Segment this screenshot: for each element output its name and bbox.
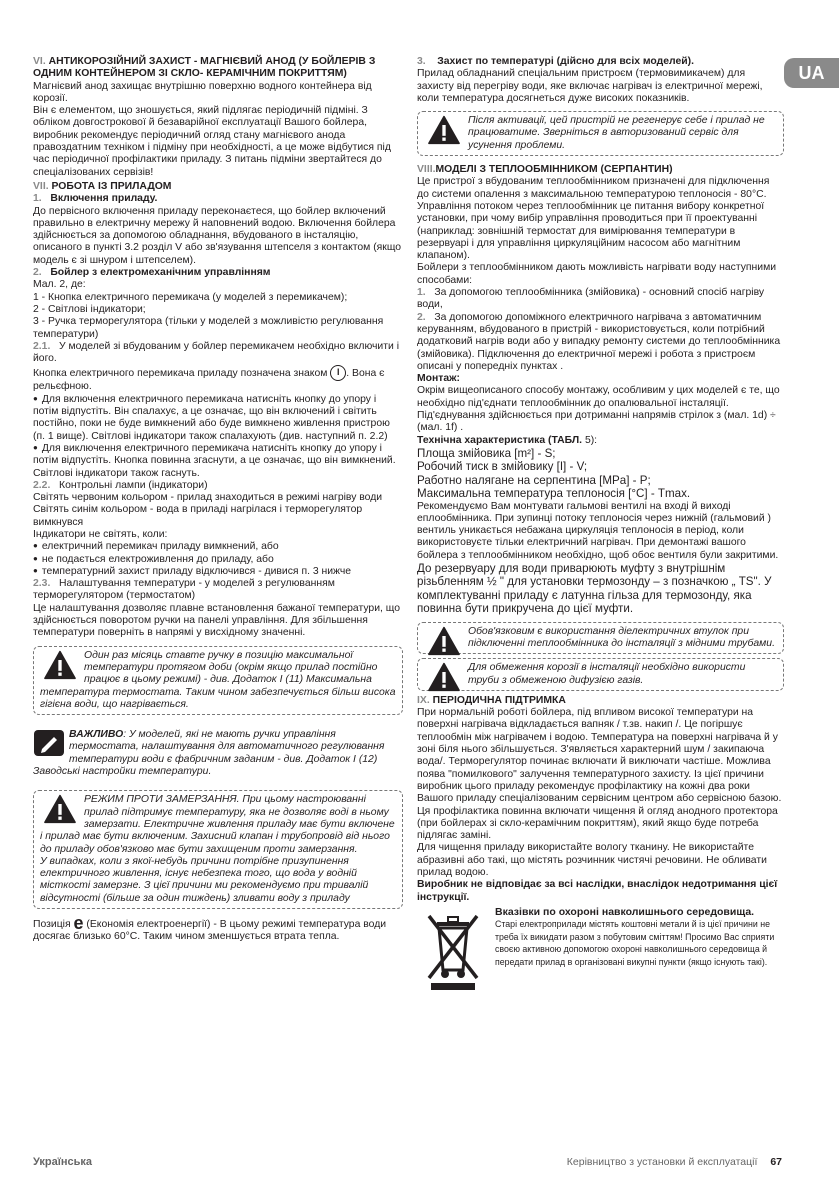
footer-manual-title: Керівництво з установки й експлуатації bbox=[566, 1156, 758, 1168]
legend-item-1: 1 - Кнопка електричного перемикача (у моделей з перемикачем); bbox=[33, 291, 348, 303]
tech-title-table: 5): bbox=[584, 434, 598, 446]
section-7-2-1-number: 2.1. bbox=[33, 340, 51, 352]
switch-symbol-text: Кнопка електричного перемикача приладу позначена знаком bbox=[33, 368, 328, 380]
section-7-2-1 bbox=[33, 341, 403, 366]
warning-thermal-text: Після активації, цей пристрій не регенерує себе і прилад не працюватиме. Зверніться в авторизований сервіс для усунення проблеми. bbox=[468, 115, 765, 151]
section-7-2-2-heading bbox=[33, 480, 403, 492]
tech-paragraph: Рекомендуємо Вам монтувати гальмові вентилі на вході й виході еплообмінника. При зупинці потоку теплоносія через нижній (гальмовий ) вентиль уникається небажана циркуляція теплоносія в період, коли використовуєте тільки електричний нагрівач. При демонтажі вашого бойлера з теплообмінником необхідно, щоб обоє вентиля були закритими. bbox=[417, 500, 779, 561]
environment-block bbox=[417, 906, 784, 968]
section-7-3-title: Захист по температурі (дійсно для всіх моделей). bbox=[437, 56, 694, 67]
tech-spec-2: Робочий тиск в змійовику [I] - V; bbox=[417, 460, 588, 474]
note-important-text bbox=[33, 729, 403, 778]
note-important bbox=[33, 727, 403, 780]
eco-position-body: (Економія електроенергії) - В цьому режимі температура води досягає близько 60°C. Таким чином зменшується втрата тепла. bbox=[33, 919, 387, 943]
eco-symbol-icon: e bbox=[73, 913, 84, 933]
bullet-indicator-1: ● електричний перемикач приладу вимкнений, або bbox=[33, 541, 403, 553]
section-8-paragraph-2: Управління потоком через теплообмінник це питання вибору конкретної установки, при чому вибір управління проводиться при її проектуванні (наприклад: зовнішній термостат для вимірювання температури в резервуарі і для управління циркуляційним насосом або магнітним клапаном). bbox=[417, 200, 765, 262]
section-7-2-3-title: Налаштування температури - у моделей з регулюванням терморегулятором (термостатом) bbox=[33, 578, 335, 602]
mounting-heading: Монтаж: bbox=[417, 373, 460, 385]
bullet-switch-on: ● Для включення електричного перемикача натисніть кнопку до упору і потім відпустіть. Він спалахує, а це означає, що він включений і світить постійно, поки не буде вимкнений або буде вимкнено живлення пристрою (п. 1 вище). Світлові індикатори також спалахують (див. наступний п. 2.2) bbox=[33, 394, 403, 443]
section-6-heading bbox=[33, 56, 403, 81]
bullet-switch-off: ● Для виключення електричного перемикача натисніть кнопку до упору і потім відпустіть. Кнопка повинна згаснути, а це означає, що він вимкнений. Світлові індикатори також гаснуть. bbox=[33, 443, 403, 480]
section-7-number: VII. bbox=[33, 180, 49, 192]
section-9-number: IX. bbox=[417, 694, 430, 706]
warning-corrosion-text: Для обмеження корозії в інсталяції необхідно використи труби з обмеженою дифузією газів. bbox=[468, 662, 746, 686]
section-8-title: МОДЕЛІ З ТЕПЛООБМІННИКОМ (СЕРПАНТИН) bbox=[435, 164, 673, 176]
eco-position-label: Позиція bbox=[33, 919, 71, 930]
warning-box-antifreeze bbox=[33, 790, 403, 909]
section-9-paragraph-1: При нормальній роботі бойлера, під впливом високої температури на поверхні нагрівача відкладається вапняк / т.зв. накип /. Це погіршує теплообмін між нагрівачем і водою. Температура на поверхні нагрівача й у зоні біля нього збільшується. З'являється характерний шум / закипаюча вода/. Терморегулятор починає включати й виключати частіше. Можлива поява "помилкового" залучення температурного захисту. Із цієї причини виробник цього приладу рекомендує профілактику на кожні два роки Вашого приладу спеціалізованим сервісним центром або сервісною базою. Ця профілактика повинна включати чищення й огляд анодного протектора (при бойлерах зі скло-керамічним покриттям), який якщо буде потреба підлягає заміні. bbox=[417, 707, 782, 842]
section-7-3-number: 3. bbox=[417, 56, 426, 67]
section-7-3-heading bbox=[417, 56, 784, 68]
figure-ref: Мал. 2, де: bbox=[33, 279, 86, 291]
legend-item-3: 3 - Ручка терморегулятора (тільки у моделей з можливістю регулювання температури) bbox=[33, 316, 384, 340]
bullet-indicator-3: ● температурний захист приладу відключився - дивися п. 3 нижче bbox=[33, 566, 403, 578]
tech-spec-4: Максимальна температура теплоносія [°C] - Tmax. bbox=[417, 487, 691, 501]
eco-position-text bbox=[33, 913, 403, 944]
section-7-2-3-number: 2.3. bbox=[33, 578, 51, 590]
indicator-red-text: Світять червоним кольором - прилад знаходиться в режимі нагріву води bbox=[33, 492, 383, 504]
antifreeze-text-1: РЕЖИМ ПРОТИ ЗАМЕРЗАННЯ. При цьому настроюванні прилад підтримує температуру, яка не дозволяє воді в ньому замерзати. Електричне живлення приладу має бути включене і прилад має бути включеним. Захисний клапан і трубопровід від нього до приладу обов'язково має бути захищеним проти замерзання. bbox=[40, 794, 395, 855]
power-symbol-icon: I bbox=[330, 365, 346, 381]
section-8-list-1 bbox=[417, 287, 784, 312]
section-7-1-paragraph: До первісного включення приладу переконаєтеся, що бойлер включений правильно в електричну мережу й наповнений водою. Включення бойлера здійснюється за допомогою обладнання, вбудованого в інсталяцію, описаного в пункті 3.2 розділ V або зв'язування штепселя з контактом (якщо модель є зі шнуром і штепселем). bbox=[33, 205, 402, 266]
tech-heading bbox=[417, 435, 784, 447]
tech-paragraph-2: До резервуару для води приварюють муфту з внутрішнім різьбленням ½ " для установки термозонду – з позначкою „ TS". У комплектуванні приладу є латунна гільза для термозонду, яка повинна бути прикручена до цієї муфти. bbox=[417, 562, 772, 616]
list-2-number: 2. bbox=[417, 311, 426, 323]
warning-monthly-text: Один раз місяць ставте ручку в позицію максимальної температури протягом доби (окрім якщо прилад постійно працює в цьому режимі) - див. Додаток I (11) Максимальна температура термостата. Таким чином забезпечується більш висока гігієна води, що нагрівається. bbox=[40, 649, 396, 710]
list-2-text: За допомогою допоміжного електричного нагрівача з автоматичним керуванням, вбудованого в пристрій - використовується, коли потрібний додатковий нагрів води або у випадку ремонту системи до теплообмінника (змійовика). Підключення до електричної мережі і робота з пристроєм описані у попередніх пунктах . bbox=[417, 311, 781, 372]
warning-icon bbox=[424, 115, 464, 145]
antifreeze-text-2: У випадках, коли з якої-небудь причини потрібне призупинення електричного живлення, існує небезпека того, що вода у водній місткості замерзне. З цієї причини ми рекомендуємо при тривалій відсутності (більше за один тиждень) зливати воду з приладу bbox=[40, 855, 369, 904]
pencil-note-icon bbox=[33, 729, 65, 757]
warning-icon bbox=[40, 794, 80, 824]
section-7-2-3-paragraph: Це налаштування дозволяє плавне встановлення бажаної температури, що здійснюється поворотом ручки на панелі управління. Для збільшення температури поверніть в напрямі у висхідному значенні. bbox=[33, 602, 400, 639]
footer-language: Українська bbox=[33, 1156, 93, 1168]
warning-icon bbox=[40, 650, 80, 680]
footer-right bbox=[567, 1156, 782, 1168]
environment-text: Старі електроприлади містять коштовні метали й із цієї причини не треба їх викидати разом з побутовим сміттям! Просимо Вас сприяти своєю активною допомогою охороні навколишнього середовища й передати прилад в організовані викупні пункти (якщо існують такі). bbox=[495, 919, 775, 967]
section-7-1-number: 1. bbox=[33, 193, 42, 205]
section-9-title: ПЕРІОДИЧНА ПІДТРИМКА bbox=[432, 694, 566, 706]
warning-box-corrosion bbox=[417, 658, 784, 691]
section-6-paragraph-2: Він є елементом, що зношується, який підлягає періодичній підміні. З обліком довгострокової й безаварійної експлуатації Вашого бойлера, виробник рекомендує періодичний огляд стану магнієвого анода правоздатним техніком і підміну при необхідності, а це може відбутися під час періодичної профілактики приладу. З питань підміни звертайтеся до спеціалізованих сервізів! bbox=[33, 105, 391, 178]
weee-crossed-bin-icon bbox=[417, 908, 489, 994]
section-8-paragraph-1: Це пристрої з вбудованим теплообмінником призначені для підключення до системи опалення з максимальною температурою теплоносія - 80°C. bbox=[417, 176, 770, 200]
section-8-heading bbox=[417, 164, 784, 176]
section-7-2-heading bbox=[33, 267, 403, 279]
section-7-1-title: Включення приладу. bbox=[50, 193, 158, 205]
section-7-2-number: 2. bbox=[33, 267, 42, 279]
section-7-2-2-number: 2.2. bbox=[33, 479, 51, 491]
left-column bbox=[33, 56, 403, 944]
section-7-heading bbox=[33, 181, 403, 193]
environment-title: Вказівки по охороні навколишнього середовища. bbox=[495, 905, 755, 918]
tech-title: Технічна характеристика (ТАБЛ. bbox=[417, 434, 583, 446]
list-1-number: 1. bbox=[417, 287, 426, 299]
section-7-2-title: Бойлер з електромеханічним управлінням bbox=[50, 267, 271, 279]
section-7-1-heading bbox=[33, 193, 403, 205]
section-6-paragraph-1: Магнієвий анод захищає внутрішню поверхню водного контейнера від корозії. bbox=[33, 80, 372, 104]
warning-box-dielectric bbox=[417, 622, 784, 655]
tech-spec-3: Работно налягане на серпентина [MPa] - P; bbox=[417, 473, 651, 487]
warning-box-thermal bbox=[417, 111, 784, 156]
note-important-body: : У моделей, які не мають ручки управління термостата, налаштування для автоматичного регулювання температури води є фабричним заданим - див. Додаток I (12) Заводські настройки температури. bbox=[33, 729, 385, 778]
section-7-2-3-heading bbox=[33, 578, 403, 603]
switch-symbol-text-end: . Вона є рельєфною. bbox=[33, 368, 385, 393]
switch-symbol-line bbox=[33, 365, 403, 393]
indicator-blue-text: Світять синім кольором - вода в приладі нагрілася і терморегулятор вимкнувся bbox=[33, 504, 363, 528]
list-1-text: За допомогою теплообмінника (змійовика) - основний спосіб нагріву води, bbox=[417, 287, 765, 311]
right-column bbox=[417, 56, 784, 994]
section-9-heading bbox=[417, 695, 784, 707]
page-number: 67 bbox=[770, 1156, 782, 1168]
warning-dielectric-text: Обов'язковим є використання діелектричних втулок при підключенні теплообмінника до інсталяції з мідними трубами. bbox=[468, 625, 775, 649]
bullet-indicator-2: ● не подається електроживлення до приладу, або bbox=[33, 554, 403, 566]
section-6-title: АНТИКОРОЗІЙНИЙ ЗАХИСТ - МАГНІЄВИЙ АНОД (У БОЙЛЕРІВ З ОДНИМ КОНТЕЙНЕРОМ ЗІ СКЛО- КЕРАМІЧНИМ ПОКРИТТЯМ) bbox=[33, 56, 376, 80]
mounting-title: Монтаж bbox=[417, 373, 457, 385]
warning-icon bbox=[424, 662, 464, 692]
indicator-off-text: Індикатори не світять, коли: bbox=[33, 528, 168, 540]
section-7-title: РОБОТА ІЗ ПРИЛАДОМ bbox=[51, 180, 172, 192]
legend-item-2: 2 - Світлові індикатори; bbox=[33, 303, 146, 315]
section-8-list-2 bbox=[417, 312, 784, 373]
warning-icon bbox=[424, 626, 464, 656]
section-6-number: VI. bbox=[33, 56, 46, 67]
section-9-paragraph-2: Для чищення приладу використайте вологу тканину. Не використайте абразивні або такі, що містять розчинник чистячі речовини. Не обливати прилад водою. bbox=[417, 842, 767, 878]
section-7-3-paragraph: Прилад обладнаний спеціальним пристроєм (термовимикачем) для захисту від перегріву води, яке включає нагрівач із електричної мережі, коли температура досягнеться дуже високих показників. bbox=[417, 68, 763, 104]
section-8-number: VIII. bbox=[417, 164, 436, 176]
warning-box-monthly bbox=[33, 646, 403, 715]
mounting-paragraph: Окрім вищеописаного способу монтажу, особливим у цих моделей є те, що необхідно під'єднати теплообмінник до опалювальної інсталяції. Під'єднування здійснюється при дотриманні напрямів стрілок з (мал. 1d) ÷ (мал. 1f) . bbox=[417, 385, 780, 434]
section-8-paragraph-3: Бойлери з теплообмінником дають можливість нагрівати воду наступними способами: bbox=[417, 262, 777, 286]
section-7-2-2-title: Контрольні лампи (індикатори) bbox=[59, 479, 208, 491]
language-tab: UA bbox=[784, 58, 839, 88]
tech-spec-1: Площа змійовика [m²] - S; bbox=[417, 446, 556, 460]
manufacturer-disclaimer: Виробник не відповідає за всі наслідки, внаслідок недотримання цієї інструкції. bbox=[417, 879, 778, 903]
note-important-label: ВАЖЛИВО bbox=[69, 729, 124, 741]
section-7-2-1-text: У моделей зі вбудованим у бойлер перемикачем необхідно включити і його. bbox=[33, 340, 399, 365]
